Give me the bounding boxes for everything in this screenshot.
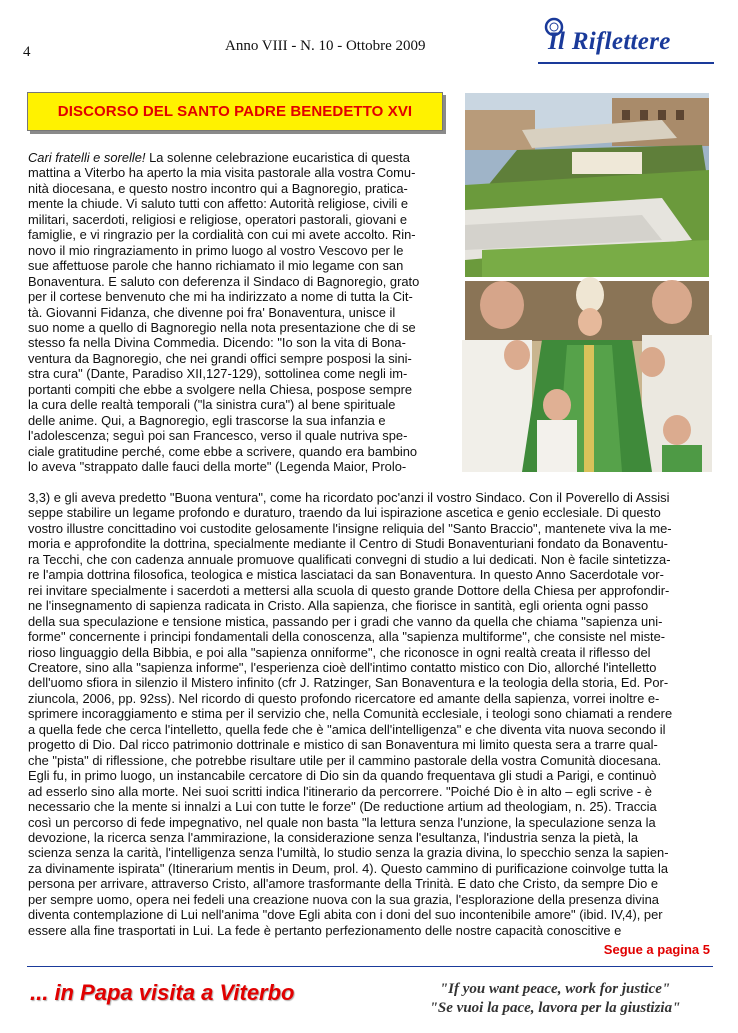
greeting: Cari fratelli e sorelle!: [28, 150, 146, 165]
masthead-logo: Il Riflettere: [548, 28, 671, 55]
text-line: a quella fede che cerca l'intelletto, quella fede che è "amica dell'intelligenza" e che diventa vita nuova secondo il: [28, 721, 666, 737]
text-line: za divinamente ispirata" (Itinerarium mentis in Deum, prol. 4). Questo cammino di purificazione coinvolge tutta la: [28, 860, 669, 876]
footer-rule: [27, 966, 713, 967]
text-line: la cura delle realtà temporali ("la sinistra cura") al bene spirituale: [28, 397, 396, 413]
text-line: diventa contemplazione di Lui nell'anima "dove Egli abita con i doni del suo incontenibile amore" (ibid. IV,4), per: [28, 907, 663, 923]
text-line: novo il mio ringraziamento in primo luogo al vostro Vescovo per le: [28, 242, 404, 258]
text-line: mattina a Viterbo ha aperto la mia visita pastorale alla vostra Comu-: [28, 165, 416, 181]
text-line: moria e approfondite la dottrina, specialmente mediante il Centro di Studi Bonaventuriani fondato da Bonaventu-: [28, 536, 668, 552]
text-line: vostro illustre concittadino voi custodite gelosamente l'insigne reliquia del "Santo Braccio", mantenete viva la me-: [28, 520, 672, 536]
quote-italian: "Se vuoi la pace, lavora per la giustizia": [429, 1000, 681, 1016]
text-line: nità diocesana, e questo nostro incontro qui a Bagnoregio, pratica-: [28, 180, 408, 196]
text-line: mente la chiude. Vi saluto tutti con affetto: Autorità religiose, civili e: [28, 196, 409, 212]
text-line: sprimere incoraggiamento e stima per il servizio che, nella Comunità ecclesiale, i teologi sono chiamati a rendere: [28, 706, 673, 722]
continued-note: Segue a pagina 5: [603, 942, 710, 957]
text-line: portanti compiti che ebbe a svolgere nella Chiesa, pospose sempre: [28, 381, 413, 397]
text-line: così un percorso di fede impegnativo, nel quale non basta "la lettura senza l'unzione, la speculazione senza la: [28, 814, 656, 830]
text-line: tà. Giovanni Fidanza, che divenne poi fra' Bonaventura, unisce il: [28, 304, 396, 320]
text-line: che "pista" di riflessione, che potrebbe risultare utile per il cammino pastorale della vostra Comunità diocesana.: [28, 752, 662, 768]
text-line: ne l'insegnamento di sapienza radicata in Cristo. Alla sapienza, che fiorisce in santità, egli orienta ogni passo: [28, 598, 649, 614]
text-line: re l'ampia dottrina filosofica, teologica e mistica lasciataci da san Bonaventura. In questo Anno Sacerdotale vor-: [28, 567, 664, 583]
text-line: per sempre uomo, opera nei fedeli una creazione nuova con la sua grazia, l'esplorazione della presenza divina: [28, 891, 659, 907]
text-line: necessario che la mente si innalzi a Lui con tutte le forze" (De reductione artium ad theologiam, n. 25). Traccia: [28, 799, 657, 815]
text-line: stra cura" (Dante, Paradiso XII,127-129), sottolinea come negli im-: [28, 366, 408, 382]
text-line: seppe stabilire un legame profondo e duraturo, traendo da lui ispirazione ascetica e genio ecclesiale. Di questo: [28, 505, 661, 521]
text-line: ziuncola, 2006, pp. 92ss). Nel ricordo di questo profondo ricercatore ed amante della sapienza, vorrei inoltre e-: [28, 690, 660, 706]
text-line: rioso linguaggio della Bibbia, e poi alla "sapienza onniforme", che riconosce in ogni realtà creata il riflesso del: [28, 644, 651, 660]
text-line: ad esserlo sino alla morte. Nei suoi scritti indica l'itinerario da percorrere. "Poiché Dio è in alto – egli scrive - è: [28, 783, 652, 799]
text-line: per il cortese benvenuto che mi ha indirizzato a nome di tutta la Cit-: [28, 289, 413, 305]
text-line: Bonaventura. E saluto con deferenza il Sindaco di Bagnoregio, grato: [28, 273, 420, 289]
text-line: persona per arrivare, attraverso Cristo, all'amore trasformante della Trinità. E dato che Cristo, da sempre Dio e: [28, 876, 659, 892]
text-line: rei invitare specialmente i sacerdoti a mettersi alla scuola di questo grande Dottore della Chiesa per approfondir-: [28, 582, 670, 598]
text-line: ventura da Bagnoregio, che nei grandi offici sempre posposi la sini-: [28, 350, 412, 366]
text-line: 3,3) e gli aveva predetto "Buona ventura", come ha ricordato poc'anzi il vostro Sindaco. Con il Poverello di Assisi: [28, 490, 670, 505]
text-line: lo aveva "strappato dalle fauci della morte" (Legenda Maior, Prolo-: [28, 459, 407, 475]
text-line: della sua speculazione e tensione mistica, passando per i gradi che vanno da quella che chiama "sapienza uni-: [28, 613, 663, 629]
article-title-box: [27, 92, 443, 131]
text-line: ciale gratitudine perché, come ebbe a scrivere, quando era bambino: [28, 443, 418, 459]
papal-mass-photo: [462, 90, 712, 475]
text-line: ra Tecchi, che con cadenza annuale promuove qualificati convegni di studio a lui dedicati. Non è facile sintetizza-: [28, 551, 671, 567]
text-line: progetto di Dio. Dal ricco patrimonio dottrinale e mistico di san Bonaventura mi limito questa sera a trarre qual-: [28, 737, 658, 753]
quote-english: "If you want peace, work for justice": [439, 981, 671, 997]
article-column-wide: [28, 490, 712, 938]
text-line: delle anime. Qui, a Bagnoregio, egli trascorse la sua infanzia e: [28, 412, 386, 428]
text-line: essere alla fine trasportati in Lui. La fede è pertanto perfezionamento delle nostre capacità conoscitive e: [28, 922, 622, 938]
text-line: forme" concernente i principi fondamentali della conoscenza, alla "sapienza multiforme", che consiste nel miste-: [28, 629, 666, 645]
issue-info: Anno VIII - N. 10 - Ottobre 2009: [225, 38, 426, 54]
footer-quote: [400, 980, 710, 1018]
text-line: famiglie, e vi ringrazio per la cordialità con cui mi avete accolto. Rin-: [28, 227, 416, 243]
text-line: stesso fa nella Divina Commedia. Dicendo: "Io son la vita di Bona-: [28, 335, 406, 351]
article-title: DISCORSO DEL SANTO PADRE BENEDETTO XVI: [57, 103, 413, 120]
text-line: sue affettuose parole che hanno richiamato il mio legame con san: [28, 258, 404, 274]
header-rule: [538, 62, 714, 64]
text-line: dell'uomo sfiora in silenzio il Mistero infinito (cfr J. Ratzinger, San Bonaventura e la teologia della storia, Ed. Por-: [28, 675, 669, 691]
text-line: scienza senza la carità, l'intelligenza senza l'umiltà, lo studio senza la grazia divina, lo specchio senza la sapien-: [28, 845, 669, 861]
footer-title: ... in Papa visita a Viterbo: [30, 980, 295, 1005]
text-line: Creatore, sino alla "sapienza informe", l'esperienza cioè dell'intimo contatto mistico con Dio, allorché l'intelletto: [28, 659, 657, 675]
text-line: Egli fu, in primo luogo, un instancabile cercatore di Dio sin da quando frequentava gli studi a Parigi, e continuò: [28, 768, 657, 784]
text-line: devozione, la ricerca senza l'ammirazione, la considerazione senza l'esultanza, l'industria senza la pietà, la: [28, 829, 638, 845]
text-line: l'adolescenza; seguì poi san Francesco, verso il quale nutriva spe-: [28, 428, 408, 444]
text-line: militari, sacerdoti, religiosi e religiose, operatori pastorali, giovani e: [28, 211, 408, 227]
text-line: Cari fratelli e sorelle! La solenne celebrazione eucaristica di questa: [28, 150, 410, 165]
page-number: 4: [23, 44, 31, 60]
article-column-narrow: [28, 150, 442, 475]
text-line: suo nome a quello di Bagnoregio nella nota presentazione che di se: [28, 319, 416, 335]
